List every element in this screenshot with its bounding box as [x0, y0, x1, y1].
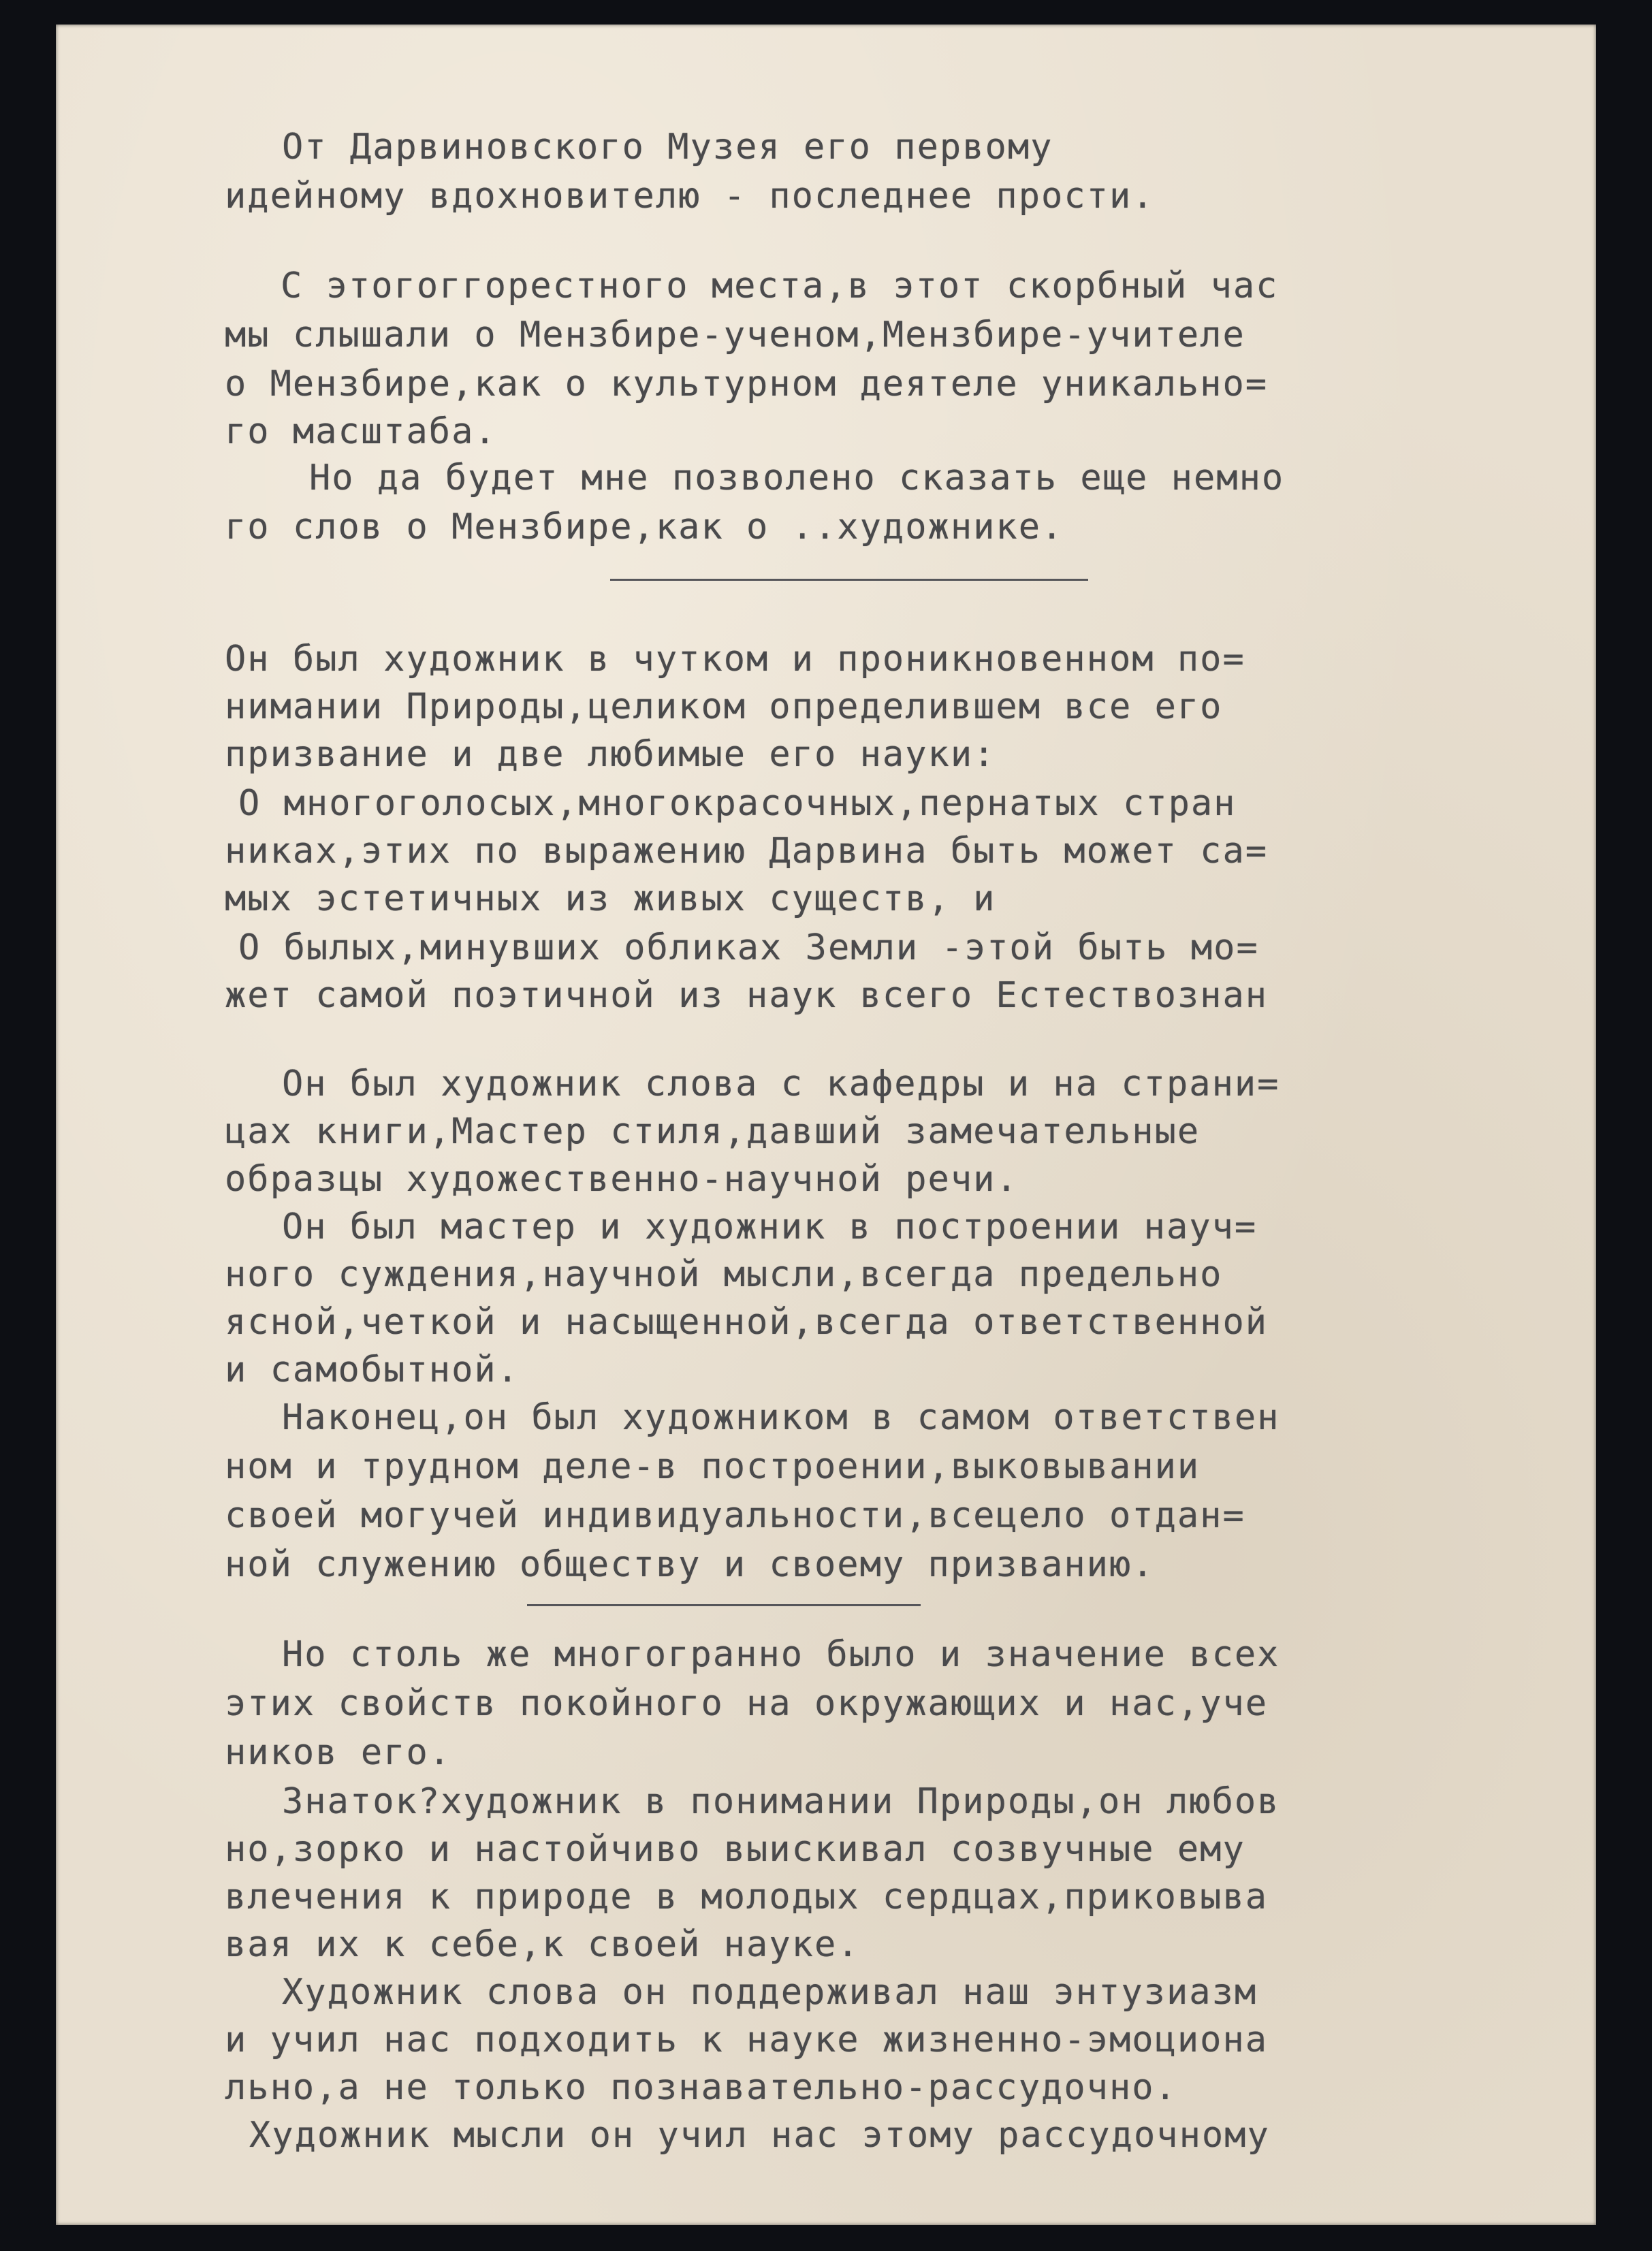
text-line: О былых,минувших обликах Земли -этой быть мо=	[238, 927, 1259, 968]
text-line: цах книги,Мастер стиля,давший замечательные	[225, 1111, 1201, 1152]
text-line: Он был художник в чутком и проникновенном по=	[225, 639, 1245, 680]
text-line: Но да будет мне позволено сказать еще немно	[309, 458, 1285, 498]
text-line: ников его.	[225, 1732, 452, 1773]
text-line: мы слышали о Мензбире-ученом,Мензбире-учителе	[225, 315, 1245, 355]
text-line: Но столь же многогранно было и значение всех	[282, 1634, 1280, 1675]
text-line: О многоголосых,многокрасочных,пернатых стран	[238, 783, 1237, 824]
paper-sheet	[56, 25, 1596, 2225]
text-line: ном и трудном деле-в построении,выковывании	[225, 1446, 1201, 1487]
text-line: этих свойств покойного на окружающих и нас,уче	[225, 1683, 1269, 1724]
text-line: го масштаба.	[225, 411, 497, 452]
text-line: никах,этих по выражению Дарвина быть может са=	[225, 831, 1269, 872]
text-line: но,зорко и настойчиво выискивал созвучные ему	[225, 1829, 1245, 1870]
text-line: Художник слова он поддерживал наш энтузиазм	[282, 1972, 1258, 2013]
text-line: мых эстетичных из живых существ, и	[225, 878, 996, 919]
text-line: и самобытной.	[225, 1350, 520, 1390]
text-line: ясной,четкой и насыщенной,всегда ответственной	[225, 1302, 1269, 1343]
text-line: и учил нас подходить к науке жизненно-эмоциона	[225, 2019, 1269, 2060]
text-line: нимании Природы,целиком определившем все его	[225, 686, 1223, 727]
text-line: образцы художественно-научной речи.	[225, 1159, 1019, 1200]
separator-line	[527, 1604, 921, 1606]
text-line: о Мензбире,как о культурном деятеле уникально=	[225, 364, 1269, 404]
text-line: Художник мысли он учил нас этому рассудочному	[249, 2115, 1270, 2156]
text-line: Знаток?художник в понимании Природы,он любов	[282, 1781, 1280, 1822]
text-line: го слов о Мензбире,как о ..художнике.	[225, 507, 1064, 547]
text-line: Он был мастер и художник в построении науч=	[282, 1207, 1258, 1247]
text-line: С этогоггорестного места,в этот скорбный час	[281, 266, 1279, 306]
text-line: идейному вдохновителю - последнее прости.	[225, 176, 1155, 217]
text-line: льно,а не только познавательно-рассудочно.	[225, 2067, 1177, 2108]
text-line: ного суждения,научной мысли,всегда предельно	[225, 1254, 1223, 1295]
text-line: жет самой поэтичной из наук всего Естествознан	[225, 975, 1269, 1016]
text-line: От Дарвиновского Музея его первому	[282, 127, 1053, 167]
separator-line	[610, 579, 1088, 581]
text-line: Он был художник слова с кафедры и на страни=	[282, 1064, 1280, 1104]
text-line: влечения к природе в молодых сердцах,приковыва	[225, 1877, 1269, 1917]
text-line: своей могучей индивидуальности,всецело отдан=	[225, 1495, 1245, 1536]
text-line: вая их к себе,к своей науке.	[225, 1924, 860, 1965]
text-line: Наконец,он был художником в самом ответствен	[282, 1397, 1280, 1438]
typewritten-text	[56, 25, 1596, 2225]
text-line: ной служению обществу и своему призванию.	[225, 1544, 1155, 1585]
text-line: призвание и две любимые его науки:	[225, 734, 996, 775]
